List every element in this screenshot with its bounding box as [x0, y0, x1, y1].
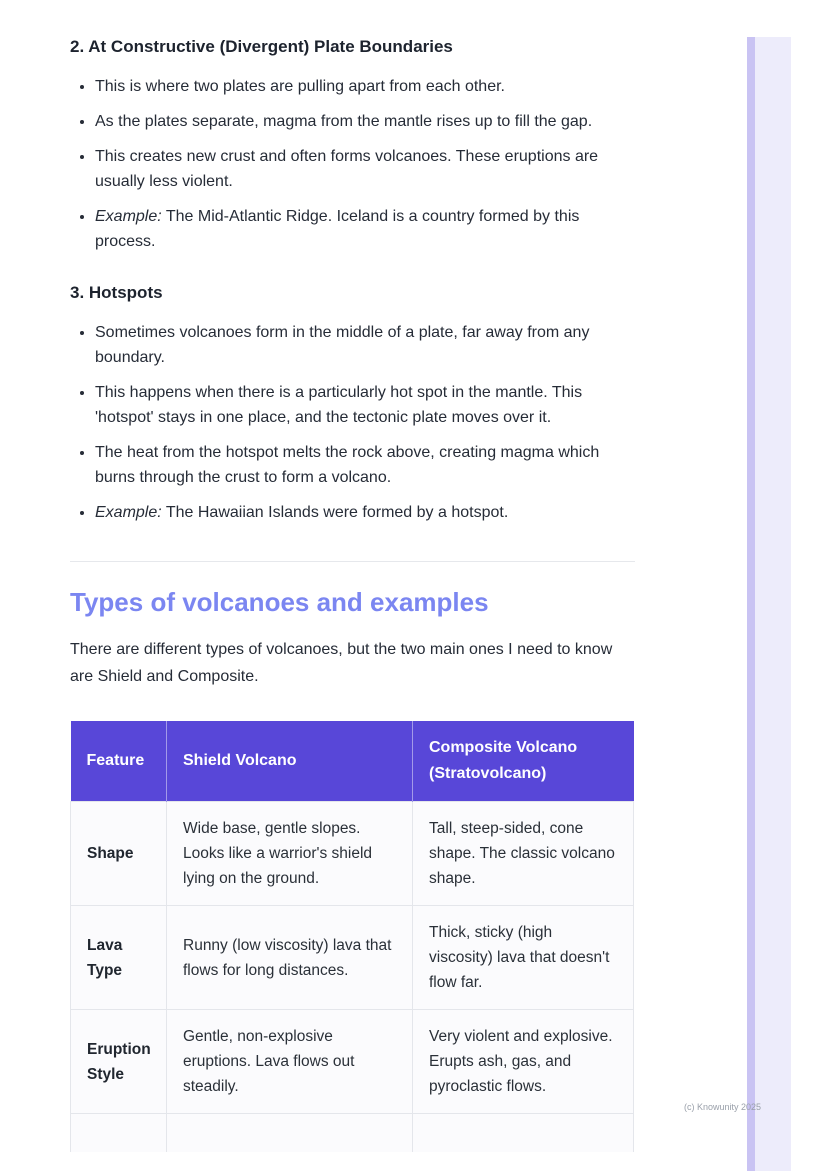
- types-intro-paragraph: There are different types of volcanoes, but the two main ones I need to know are Shield and Composite.: [70, 641, 613, 685]
- list-item-text: As the plates separate, magma from the mantle rises up to fill the gap.: [95, 113, 593, 130]
- table-header-row: [71, 721, 634, 802]
- hotspots-bullet-list: [70, 320, 635, 525]
- table-cell-composite: [413, 1114, 634, 1152]
- table-row-partial: [71, 1114, 634, 1152]
- table-cell-feature: Shape: [71, 802, 167, 906]
- list-item: [95, 440, 635, 490]
- volcano-comparison-table: [70, 721, 634, 1152]
- example-label: Example:: [95, 504, 162, 521]
- example-label: Example:: [95, 208, 162, 225]
- copyright-notice: (c) Knowunity 2025: [684, 1102, 762, 1112]
- table-cell-composite: Thick, sticky (high viscosity) lava that doesn't flow far.: [413, 906, 634, 1010]
- list-item: [95, 144, 635, 194]
- list-item: [95, 380, 635, 430]
- types-section-heading: Types of volcanoes and examples: [70, 587, 489, 617]
- list-item: [95, 109, 635, 134]
- table-cell-shield: Wide base, gentle slopes. Looks like a warrior's shield lying on the ground.: [167, 802, 413, 906]
- list-item: [95, 204, 635, 254]
- list-item: [95, 500, 635, 525]
- list-item: [95, 74, 635, 99]
- section-divider: [70, 561, 635, 562]
- list-item-text: This creates new crust and often forms volcanoes. These eruptions are usually less violent.: [95, 148, 599, 190]
- table-cell-shield: Gentle, non-explosive eruptions. Lava flows out steadily.: [167, 1010, 413, 1114]
- page-edge-band: [755, 37, 791, 1171]
- table-header-shield: Shield Volcano: [167, 721, 413, 802]
- list-item-text: The Mid-Atlantic Ridge. Iceland is a country formed by this process.: [95, 208, 580, 250]
- list-item-text: The Hawaiian Islands were formed by a hotspot.: [161, 504, 509, 521]
- table-header-composite: Composite Volcano (Stratovolcano): [413, 721, 634, 802]
- section-heading-constructive: 2. At Constructive (Divergent) Plate Boundaries: [70, 37, 453, 56]
- list-item-text: This is where two plates are pulling apart from each other.: [95, 78, 505, 95]
- table-cell-feature: [71, 1114, 167, 1152]
- section-heading-hotspots: 3. Hotspots: [70, 283, 163, 302]
- table-cell-feature: Lava Type: [71, 906, 167, 1010]
- list-item-text: This happens when there is a particularly hot spot in the mantle. This 'hotspot' stays in one place, and the tectonic plate moves over it.: [95, 384, 583, 426]
- table-row: [71, 906, 634, 1010]
- table-row: [71, 802, 634, 906]
- document-content: [70, 36, 635, 1152]
- table-cell-feature: Eruption Style: [71, 1010, 167, 1114]
- list-item-text: Sometimes volcanoes form in the middle of a plate, far away from any boundary.: [95, 324, 590, 366]
- page-edge-accent: [747, 37, 755, 1171]
- constructive-bullet-list: [70, 74, 635, 254]
- table-cell-shield: [167, 1114, 413, 1152]
- table-row: [71, 1010, 634, 1114]
- table-cell-shield: Runny (low viscosity) lava that flows for long distances.: [167, 906, 413, 1010]
- list-item-text: The heat from the hotspot melts the rock above, creating magma which burns through the crust to form a volcano.: [95, 444, 600, 486]
- table-cell-composite: Tall, steep-sided, cone shape. The classic volcano shape.: [413, 802, 634, 906]
- table-header-feature: Feature: [71, 721, 167, 802]
- list-item: [95, 320, 635, 370]
- table-cell-composite: Very violent and explosive. Erupts ash, gas, and pyroclastic flows.: [413, 1010, 634, 1114]
